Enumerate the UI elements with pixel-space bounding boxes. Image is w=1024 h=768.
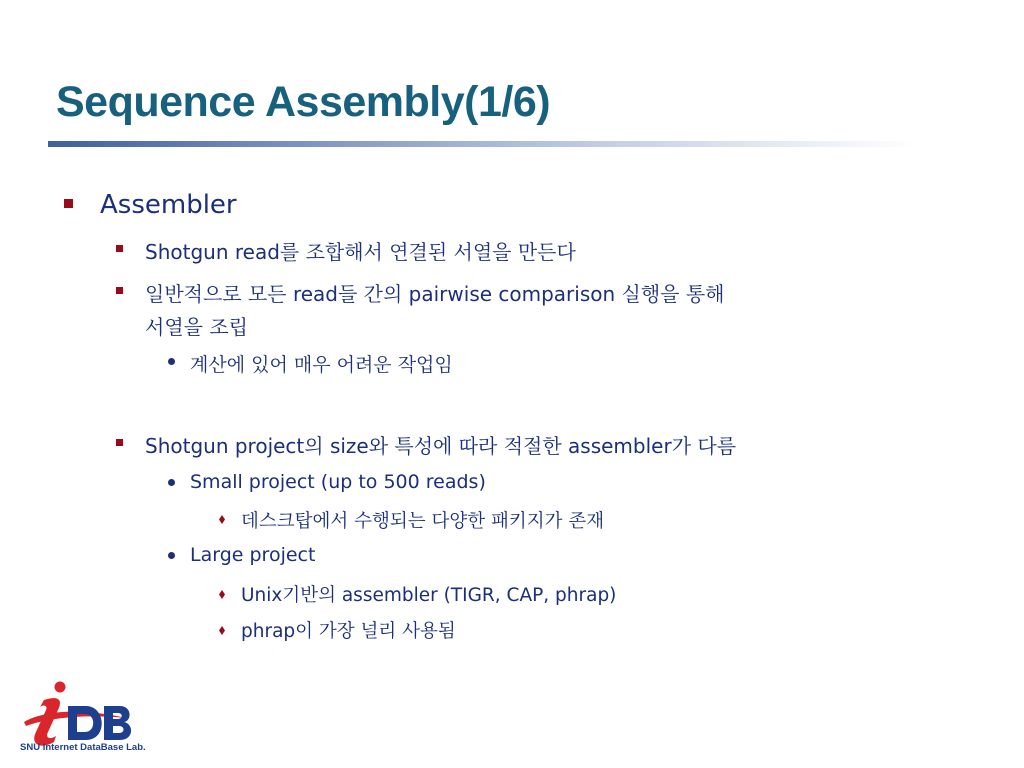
bullet-phrap: phrap이 가장 널리 사용됨: [241, 621, 456, 642]
square-bullet-icon: [64, 199, 73, 208]
bullet-unix-assembler: Unix기반의 assembler (TIGR, CAP, phrap): [241, 585, 617, 606]
diamond-bullet-icon: [219, 515, 225, 524]
square-bullet-icon: [116, 287, 123, 294]
logo-caption: SNU Internet DataBase Lab.: [20, 742, 146, 753]
slide-title: Sequence Assembly(1/6): [56, 78, 551, 126]
square-bullet-icon: [116, 245, 123, 252]
bullet-shotgun-read: Shotgun read를 조합해서 연결된 서열을 만든다: [145, 240, 576, 264]
square-bullet-icon: [116, 439, 123, 446]
dot-bullet-icon: [168, 358, 175, 365]
bullet-desktop-packages: 데스크탑에서 수행되는 다양한 패키지가 존재: [241, 511, 605, 532]
bullet-project-size: Shotgun project의 size와 특성에 따라 적절한 assembler가 다름: [145, 434, 737, 458]
bullet-pairwise-line2: 서열을 조립: [145, 315, 248, 339]
bullet-small-project: Small project (up to 500 reads): [190, 471, 486, 493]
bullet-pairwise-line1: 일반적으로 모든 read들 간의 pairwise comparison 실행을 통해: [145, 282, 725, 306]
diamond-bullet-icon: [219, 626, 225, 635]
bullet-assembler: Assembler: [100, 190, 237, 220]
bullet-large-project: Large project: [190, 544, 316, 566]
dot-bullet-icon: [168, 479, 175, 486]
bullet-difficult: 계산에 있어 매우 어려운 작업임: [190, 354, 453, 376]
diamond-bullet-icon: [219, 590, 225, 599]
dot-bullet-icon: [168, 552, 175, 559]
